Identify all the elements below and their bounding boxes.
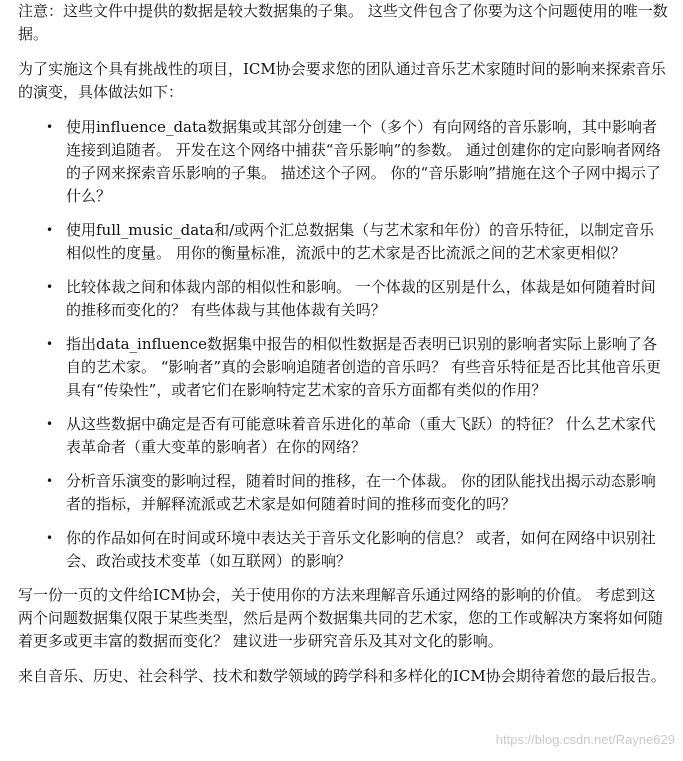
task-text: 使用full_music_data和/或两个汇总数据集（与艺术家和年份）的音乐特征，以制定音乐相似性的度量。 用你的衡量标准，流派中的艺术家是否比流派之间的艺术家更相似？: [66, 221, 655, 262]
bullet-icon: •: [46, 474, 54, 488]
closing-paragraph: 写一份一页的文件给ICM协会，关于使用你的方法来理解音乐通过网络的影响的价值。 考虑到这两个问题数据集仅限于某些类型，然后是两个数据集共同的艺术家，您的工作或解决方案将如何随着更多或更丰富的数据而变化？ 建议进一步研究音乐及其对文化的影响。: [18, 586, 664, 650]
task-list: [18, 116, 668, 573]
list-item: [18, 527, 668, 573]
bullet-icon: •: [46, 223, 54, 237]
signoff-paragraph: 来自音乐、历史、社会科学、技术和数学领域的跨学科和多样化的ICM协会期待着您的最后报告。: [18, 667, 666, 685]
task-text: 从这些数据中确定是否有可能意味着音乐进化的革命（重大飞跃）的特征？ 什么艺术家代表革命者（重大变革的影响者）在你的网络？: [66, 415, 656, 456]
bullet-icon: •: [46, 337, 54, 351]
list-item: [18, 276, 668, 322]
document-body: [18, 0, 668, 688]
list-item: [18, 219, 668, 265]
bullet-icon: •: [46, 531, 54, 545]
notice-paragraph: 注意：这些文件中提供的数据是较大数据集的子集。 这些文件包含了你要为这个问题使用的唯一数据。: [18, 2, 668, 43]
list-item: [18, 116, 668, 208]
bullet-icon: •: [46, 280, 54, 294]
list-item: [18, 333, 668, 402]
intro-paragraph: 为了实施这个具有挑战性的项目，ICM协会要求您的团队通过音乐艺术家随时间的影响来探索音乐的演变，具体做法如下：: [18, 60, 666, 101]
list-item: [18, 413, 668, 459]
list-item: [18, 470, 668, 516]
task-text: 你的作品如何在时间或环境中表达关于音乐文化影响的信息？ 或者，如何在网络中识别社会、政治或技术变革（如互联网）的影响？: [66, 529, 656, 570]
task-text: 指出data_influence数据集中报告的相似性数据是否表明已识别的影响者实际上影响了各自的艺术家。 “影响者”真的会影响追随者创造的音乐吗？ 有些音乐特征是否比其他音乐更具有“传染性”，或者它们在影响特定艺术家的音乐方面都有类似的作用？: [66, 335, 661, 399]
bullet-icon: •: [46, 417, 54, 431]
bullet-icon: •: [46, 120, 54, 134]
task-text: 分析音乐演变的影响过程，随着时间的推移，在一个体裁。 你的团队能找出揭示动态影响者的指标，并解释流派或艺术家是如何随着时间的推移而变化的吗？: [66, 472, 656, 513]
task-text: 使用influence_data数据集或其部分创建一个（多个）有向网络的音乐影响，其中影响者连接到追随者。 开发在这个网络中捕获“音乐影响”的参数。 通过创建你的定向影响者网络的子网来探索音乐影响的子集。 描述这个子网。 你的“音乐影响”措施在这个子网中揭示了什么？: [66, 118, 661, 205]
watermark: https://blog.csdn.net/Rayne629: [495, 732, 675, 747]
task-text: 比较体裁之间和体裁内部的相似性和影响。 一个体裁的区别是什么，体裁是如何随着时间的推移而变化的？ 有些体裁与其他体裁有关吗？: [66, 278, 656, 319]
